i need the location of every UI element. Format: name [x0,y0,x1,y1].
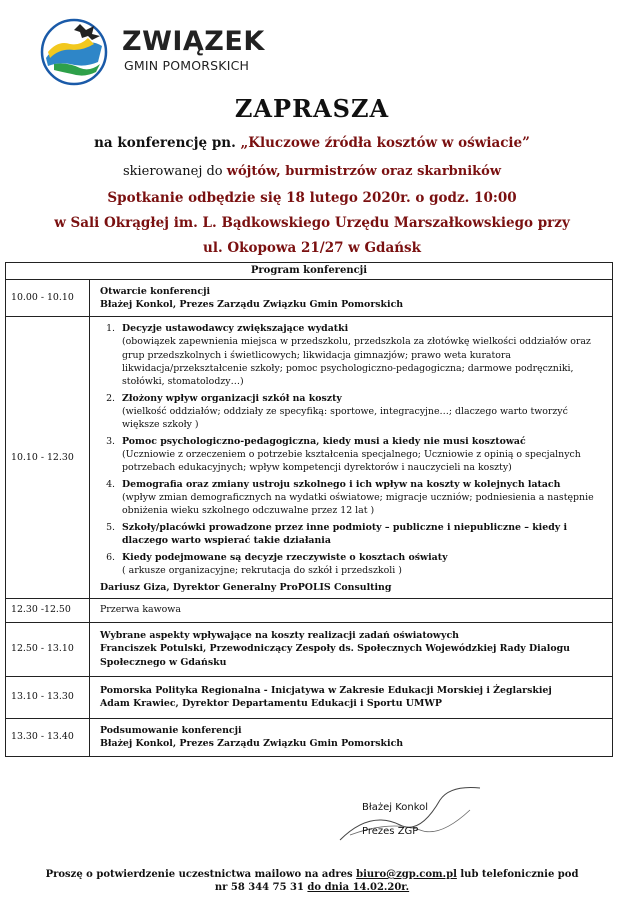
program-description [90,718,613,756]
logo-title: ZWIĄZEK [122,26,265,57]
signature-name: Błażej Konkol [362,802,429,813]
conference-name: „Kluczowe źródła kosztów w oświacie” [240,135,530,151]
program-title: Otwarcie konferencji [100,285,211,297]
footer-suffix: lub telefonicznie pod [460,869,579,880]
topic-title: 3. Pomoc psychologiczno-pedagogiczna, kiedy musi a kiedy nie musi kosztować [122,435,526,447]
topic-item [118,551,604,578]
program-time: 10.00 - 10.10 [6,280,90,317]
contact-email-link[interactable]: biuro@zgp.com.pl [356,869,457,880]
program-row [6,676,613,718]
handwritten-signature [330,780,490,850]
topic-item [118,392,604,432]
topic-item [118,435,604,475]
program-row [6,317,613,599]
conference-prefix: na konferencję pn. [94,135,236,151]
footer-line-1 [0,869,624,880]
logo-subtitle: GMIN POMORSKICH [124,58,250,73]
program-time: 13.30 - 13.40 [6,718,90,756]
program-description [90,676,613,718]
program-description [90,317,613,599]
program-row [6,280,613,317]
topic-title: 1. Decyzje ustawodawcy zwiększające wydatki [122,323,349,334]
program-row [6,622,613,676]
main-heading: ZAPRASZA [234,94,390,123]
program-title: Podsumowanie konferencji [100,724,242,736]
venue-line-2: ul. Okopowa 21/27 w Gdańsk [203,240,421,256]
topic-detail: (wpływ zmian demograficznych na wydatki oświatowe; migracje uczniów; podniesienia a następnie obniżenia wieku szkolnego odczuwalne przez 12 lat ) [122,492,594,517]
program-time: 12.30 -12.50 [6,598,90,622]
topic-item [118,322,604,389]
footer-line-2 [0,882,624,893]
topic-title: 2. Złożony wpływ organizacji szkół na koszty [122,392,342,404]
program-description [90,598,613,622]
program-speaker: Dariusz Giza, Dyrektor Generalny ProPOLIS Consulting [100,582,392,594]
topic-title: 4. Demografia oraz zmiany ustroju szkolnego i ich wpływ na koszty w kolejnych latach [122,478,561,490]
program-speaker: Adam Krawiec, Dyrektor Departamentu Edukacji i Sportu UMWP [100,698,442,710]
invitees-line [0,164,624,179]
conference-line [0,135,624,151]
program-speaker: Błażej Konkol, Prezes Zarządu Związku Gmin Pomorskich [100,738,404,750]
topic-detail: (Uczniowie z orzeczeniem o potrzebie kształcenia specjalnego; Uczniowie z opinią o specjalnych potrzebach edukacyjnych; wpływ kompetencji dyrektorów i nauczycieli na koszty) [122,449,581,474]
topic-title: 5. Szkoły/placówki prowadzone przez inne podmioty – publiczne i niepubliczne – kiedy i dlaczego warto wspierać takie działania [122,521,568,547]
program-time: 10.10 - 12.30 [6,317,90,599]
logo-emblem [40,18,120,86]
program-row [6,598,613,622]
topic-list [100,322,604,577]
program-time: 13.10 - 13.30 [6,676,90,718]
topic-detail: (wielkość oddziałów; oddziały ze specyfiką: sportowe, integracyjne…; dlaczego warto tworzyć większe szkoły ) [122,406,568,431]
program-speaker: Franciszek Potulski, Przewodniczący Zespoły ds. Społecznych Wojewódzkiej Rady Dialogu Społecznego w Gdańsku [100,643,570,668]
program-header-row [6,263,613,280]
program-title: Pomorska Polityka Regionalna - Inicjatywa w Zakresie Edukacji Morskiej i Żeglarskiej [100,684,552,696]
venue-line-1: w Sali Okrągłej im. L. Bądkowskiego Urzędu Marszałkowskiego przy [54,215,570,231]
rsvp-deadline: do dnia 14.02.20r. [307,882,410,893]
program-description [90,622,613,676]
meeting-time: Spotkanie odbędzie się 18 lutego 2020r. o godz. 10:00 [107,190,517,206]
program-title: Wybrane aspekty wpływające na koszty realizacji zadań oświatowych [100,630,459,642]
contact-phone: nr 58 344 75 31 [214,882,304,893]
program-title: Przerwa kawowa [100,604,181,616]
program-description [90,280,613,317]
program-row [6,718,613,756]
program-header: Program konferencji [6,263,613,280]
topic-title: 6. Kiedy podejmowane są decyzje rzeczywiste o kosztach oświaty [122,551,448,563]
topic-detail: (obowiązek zapewnienia miejsca w przedszkolu, przedszkola za złotówkę wielkości oddziałów oraz grup przedszkolnych i świetlicowych; likwidacja gimnazjów; prawo weta kuratora likwidacja/przekształcenie szkoły; pomoc psychologiczno-pedagogiczna; darmowe podręczniki, stołówki, stomatolodzy…) [122,336,591,388]
topic-detail: ( arkusze organizacyjne; rekrutacja do szkół i przedszkoli ) [122,564,402,576]
footer-prefix: Proszę o potwierdzenie uczestnictwa mailowo na adres [45,869,353,880]
program-table [5,262,613,757]
signature-role: Prezes ZGP [362,826,419,837]
program-speaker: Błażej Konkol, Prezes Zarządu Związku Gmin Pomorskich [100,299,404,310]
topic-item [118,478,604,518]
topic-item [118,521,604,548]
program-time: 12.50 - 13.10 [6,622,90,676]
organization-logo [40,18,270,88]
invitees: wójtów, burmistrzów oraz skarbników [226,164,502,179]
invitees-prefix: skierowanej do [122,164,223,179]
